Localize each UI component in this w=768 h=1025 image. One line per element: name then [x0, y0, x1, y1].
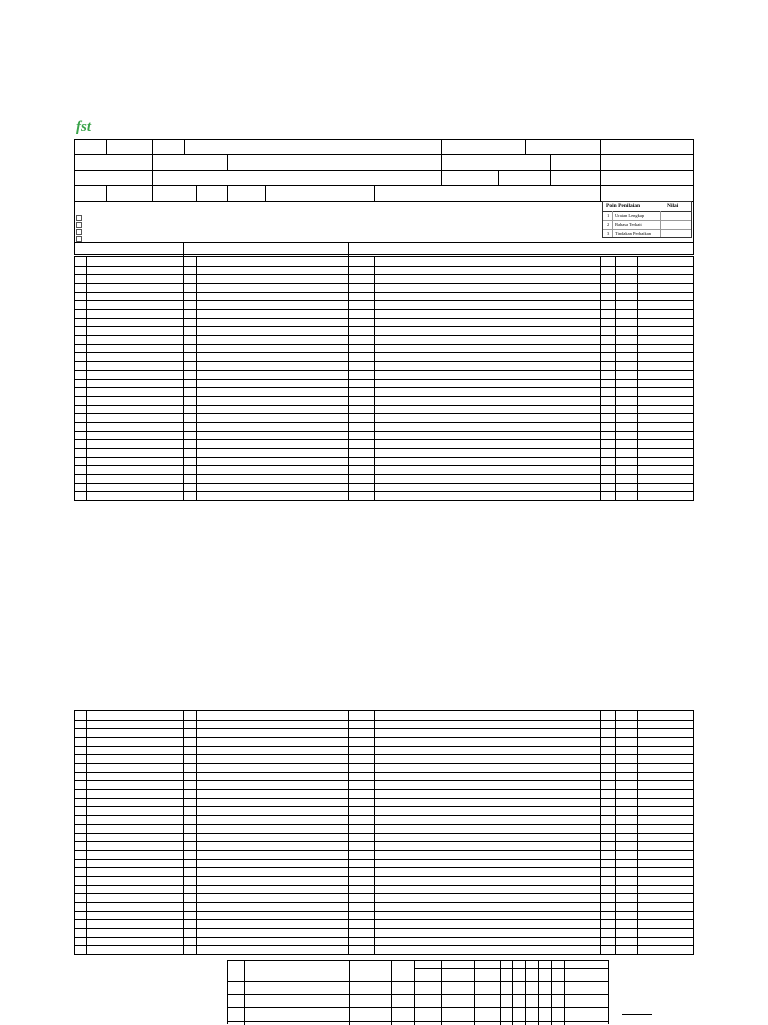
table-row: [75, 379, 693, 380]
grid-line: [227, 154, 228, 170]
table-row: [75, 728, 693, 729]
table-row: [75, 833, 693, 834]
grid-line: [152, 185, 153, 201]
summary-column-rule: [391, 961, 392, 1025]
summary-row-rule: [228, 1021, 608, 1022]
grid-line: [441, 140, 442, 154]
table-row: [75, 945, 693, 946]
checkbox-stack: [76, 215, 82, 243]
summary-column-rule: [349, 961, 350, 1025]
table-row: [75, 893, 693, 894]
checkbox[interactable]: [76, 236, 82, 242]
table-row: [75, 266, 693, 267]
grid-line: [75, 201, 693, 202]
table-row: [75, 806, 693, 807]
header-form-grid: [74, 139, 694, 255]
table-row: [75, 474, 693, 475]
summary-column-rule: [525, 961, 526, 1025]
grid-line: [265, 185, 266, 201]
table-row: [75, 483, 693, 484]
summary-column-rule: [441, 961, 442, 1025]
summary-column-rule: [564, 961, 565, 1025]
table-row: [75, 867, 693, 868]
assessment-title: Poin Penilaian: [606, 203, 641, 209]
upper-record-table: [74, 256, 694, 501]
table-row: [75, 911, 693, 912]
table-row: [75, 928, 693, 929]
grid-line: [106, 185, 107, 201]
summary-column-rule: [500, 961, 501, 1025]
table-row: [75, 876, 693, 877]
table-row: [75, 309, 693, 310]
table-row: [75, 422, 693, 423]
summary-column-rule: [551, 961, 552, 1025]
summary-row-rule: [228, 994, 608, 995]
table-row: [75, 300, 693, 301]
assessment-box: [602, 201, 692, 238]
table-row: [75, 919, 693, 920]
summary-row-rule: [228, 981, 608, 982]
assessment-row-number: 3: [607, 231, 610, 236]
summary-column-rule: [244, 961, 245, 1025]
summary-column-rule: [538, 961, 539, 1025]
table-row: [75, 413, 693, 414]
assessment-row-label: Tindakan Perbaikan: [615, 231, 651, 236]
assessment-divider: [612, 211, 613, 237]
table-row: [75, 850, 693, 851]
table-row: [75, 387, 693, 388]
grid-line: [152, 154, 153, 185]
assessment-row-number: 1: [607, 213, 610, 218]
table-row: [75, 720, 693, 721]
grid-line: [227, 185, 228, 201]
assessment-row: [603, 229, 691, 238]
table-row: [75, 439, 693, 440]
checkbox[interactable]: [76, 222, 82, 228]
table-row: [75, 737, 693, 738]
table-row: [75, 798, 693, 799]
table-row: [75, 859, 693, 860]
table-row: [75, 746, 693, 747]
table-row: [75, 370, 693, 371]
table-row: [75, 344, 693, 345]
table-row: [75, 763, 693, 764]
table-row: [75, 405, 693, 406]
grid-line: [600, 185, 601, 201]
assessment-divider: [660, 211, 661, 237]
grid-line: [106, 140, 107, 154]
table-row: [75, 789, 693, 790]
table-row: [75, 335, 693, 336]
grid-line: [498, 170, 499, 185]
table-row: [75, 431, 693, 432]
table-row: [75, 902, 693, 903]
table-row: [75, 318, 693, 319]
table-row: [75, 815, 693, 816]
grid-line: [441, 154, 442, 185]
table-row: [75, 457, 693, 458]
grid-line: [374, 185, 375, 201]
table-row: [75, 448, 693, 449]
table-row: [75, 326, 693, 327]
table-row: [75, 491, 693, 492]
table-row: [75, 465, 693, 466]
grid-line: [348, 242, 349, 256]
table-row: [75, 824, 693, 825]
grid-line: [550, 154, 551, 185]
table-row: [75, 274, 693, 275]
table-row: [75, 772, 693, 773]
logo: fst: [76, 119, 91, 135]
table-row: [75, 361, 693, 362]
table-row: [75, 937, 693, 938]
summary-column-rule: [474, 961, 475, 1025]
summary-column-rule: [414, 961, 415, 1025]
summary-column-rule: [512, 961, 513, 1025]
checkbox[interactable]: [76, 229, 82, 235]
table-row: [75, 352, 693, 353]
grid-line: [75, 242, 693, 243]
table-row: [75, 780, 693, 781]
table-row: [75, 754, 693, 755]
grid-line: [184, 140, 185, 154]
table-row: [75, 396, 693, 397]
grid-line: [525, 140, 526, 154]
signature-line: [622, 1014, 652, 1015]
checkbox[interactable]: [76, 215, 82, 221]
summary-row-rule: [228, 1007, 608, 1008]
assessment-value-header: Nilai: [667, 203, 679, 209]
grid-line: [152, 140, 153, 154]
grid-line: [183, 242, 184, 256]
summary-row-rule: [414, 968, 608, 969]
table-row: [75, 885, 693, 886]
assessment-row-label: Bahasa Terkait: [615, 222, 642, 227]
summary-grid: [227, 960, 609, 1024]
table-row: [75, 292, 693, 293]
grid-line: [196, 185, 197, 201]
lower-record-table: [74, 710, 694, 955]
assessment-row-label: Uraian Lengkap: [615, 213, 645, 218]
table-row: [75, 841, 693, 842]
assessment-row-number: 2: [607, 222, 610, 227]
table-row: [75, 283, 693, 284]
